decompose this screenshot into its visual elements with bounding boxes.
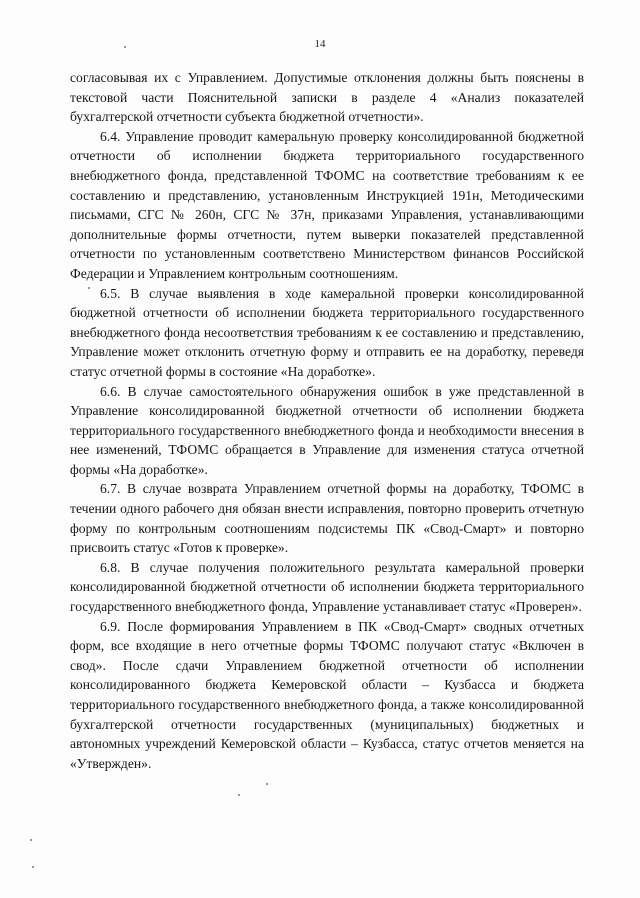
body-text bbox=[70, 68, 584, 773]
paragraph-continuation: согласовывая их с Управлением. Допустимые отклонения должны быть пояснены в текстовой части Пояснительной записки в разделе 4 «Анализ показателей бухгалтерской отчетности субъекта бюджетной отчетности». bbox=[70, 70, 584, 125]
scan-speck bbox=[30, 839, 32, 841]
paragraph-6-4: 6.4. Управление проводит камеральную проверку консолидированной бюджетной отчетности об исполнении бюджета территориального государственного внебюджетного фонда, представленной ТФОМС на соответствие требованиям к ее составлению и представлению, установленным Инструкцией 191н, Методическими письмами, СГС № 260н, СГС № 37н, приказами Управления, устанавливающими дополнительные формы отчетности, путем выверки показателей представленной отчетности по установленным соответствено Министерством финансов Российской Федерации и Управлением контрольным соотношениям. bbox=[70, 128, 584, 281]
paragraph-6-8: 6.8. В случае получения положительного результата камеральной проверки консолидированной бюджетной отчетности об исполнении бюджета территориального государственного внебюджетного фонда, Управление устанавливает статус «Проверен». bbox=[70, 559, 584, 615]
paragraph-6-6: 6.6. В случае самостоятельного обнаружения ошибок в уже представленной в Управление консолидированной бюджетной отчетности об исполнении бюджета территориального государственного внебюджетного фонда и необходимости внесения в нее изменений, ТФОМС обращается в Управление для изменения статуса отчетной формы «На доработке». bbox=[70, 383, 584, 477]
scan-speck bbox=[32, 866, 34, 868]
paragraph-6-5: 6.5. В случае выявления в ходе камеральной проверки консолидированной бюджетной отчетности об исполнении бюджета территориального государственного внебюджетного фонда несоответствия требованиям к ее составлению и представлению, Управление может отклонить отчетную форму и отправить ее на доработку, переведя статус отчетной формы в состояние «На доработке». bbox=[70, 285, 584, 379]
scan-speck bbox=[266, 783, 268, 785]
paragraph-6-9: 6.9. После формирования Управлением в ПК «Свод-Смарт» сводных отчетных форм, все входящие в него отчетные формы ТФОМС получают статус «Включен в свод». После сдачи Управлением бюджетной отчетности об исполнении консолидированного бюджета Кемеровской области – Кузбасса и бюджета территориального государственного внебюджетного фонда, а также консолидированной бухгалтерской отчетности государственных (муниципальных) бюджетных и автономных учреждений Кемеровской области – Кузбасса, статус отчетов меняется на «Утвержден». bbox=[70, 618, 584, 771]
page-number: 14 bbox=[314, 38, 326, 50]
scan-speck bbox=[238, 794, 240, 796]
scan-speck bbox=[124, 46, 126, 48]
scan-speck bbox=[88, 287, 90, 289]
paragraph-6-7: 6.7. В случае возврата Управлением отчетной формы на доработку, ТФОМС в течении одного рабочего дня обязан внести исправления, повторно проверить отчетную форму по контрольным соотношениям подсистемы ПК «Свод-Смарт» и повторно присвоить статус «Готов к проверке». bbox=[70, 481, 584, 556]
